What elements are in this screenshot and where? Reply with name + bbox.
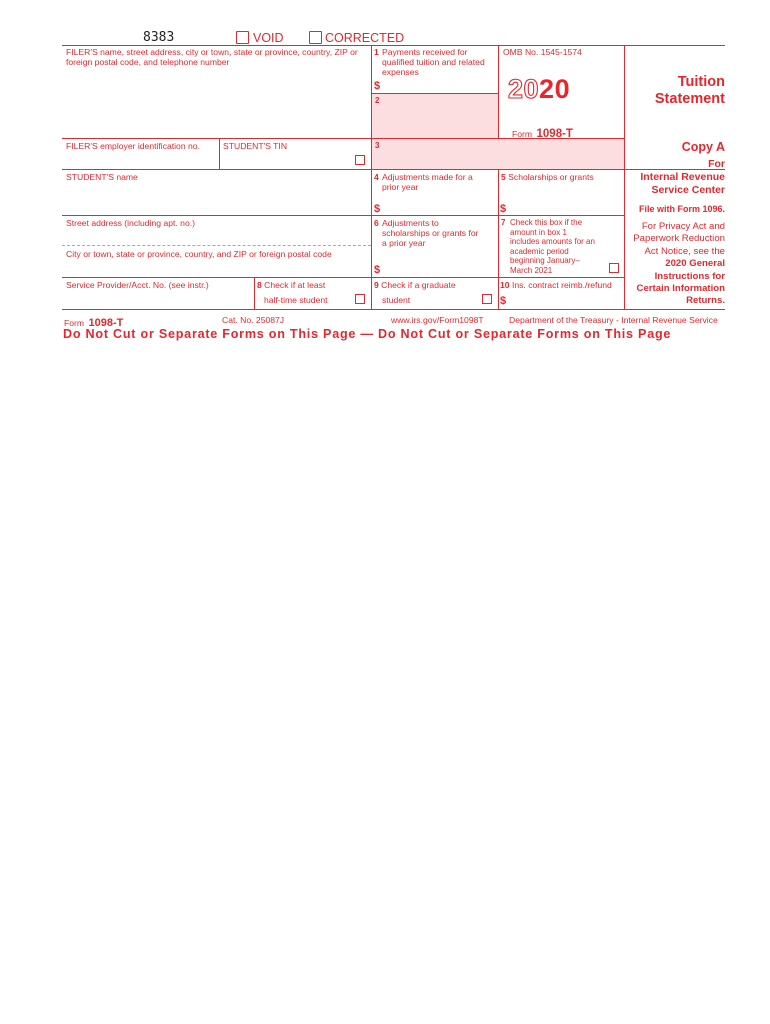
box2-number: 2 xyxy=(375,96,380,105)
form-title-line2: Statement xyxy=(654,90,725,107)
rule-col-left xyxy=(371,45,372,309)
filer-name-field[interactable] xyxy=(64,70,369,136)
privacy-line4: 2020 General xyxy=(665,258,725,270)
box5-dollar: $ xyxy=(500,203,507,215)
student-tin-field[interactable] xyxy=(222,152,350,167)
street-address-field[interactable] xyxy=(64,229,369,243)
box8-checkbox[interactable] xyxy=(355,294,365,304)
box8-label-line2: half-time student xyxy=(264,295,328,305)
rule-row5 xyxy=(62,277,625,278)
privacy-line3: Act Notice, see the xyxy=(644,245,725,257)
copy-label: Copy A xyxy=(681,140,725,154)
footer-form-name: 1098-T xyxy=(88,317,124,329)
privacy-note xyxy=(620,221,725,308)
box3-number: 3 xyxy=(375,141,380,150)
box7-label xyxy=(501,218,611,276)
box8-text: Check if at least xyxy=(264,280,326,290)
box8-label xyxy=(257,280,325,290)
privacy-line7: Returns. xyxy=(686,295,725,307)
privacy-line1: For Privacy Act and xyxy=(641,221,725,232)
box10-amount-field[interactable] xyxy=(510,293,620,306)
privacy-line5: Instructions for xyxy=(654,270,725,282)
box4-text: Adjustments made for a prior year xyxy=(382,172,473,193)
city-state-zip-field[interactable] xyxy=(64,260,369,275)
box4-dollar: $ xyxy=(374,203,381,215)
irs-url: www.irs.gov/Form1098T xyxy=(391,315,484,325)
box3-field[interactable] xyxy=(384,150,620,166)
form-title-line1: Tuition xyxy=(677,74,725,90)
form-id xyxy=(512,124,573,142)
rule-service-box8 xyxy=(254,277,255,309)
void-label: VOID xyxy=(253,31,284,45)
box8-number: 8 xyxy=(257,280,262,290)
box5-label xyxy=(501,172,621,182)
box9-checkbox[interactable] xyxy=(482,294,492,304)
form-id-name: 1098-T xyxy=(536,128,573,140)
privacy-line6: Certain Information xyxy=(636,283,725,295)
box7-checkbox[interactable] xyxy=(609,263,619,273)
box7-number: 7 xyxy=(501,218,506,227)
form-id-prefix: Form xyxy=(512,129,533,139)
service-provider-field[interactable] xyxy=(64,291,252,307)
box10-number: 10 xyxy=(500,280,510,290)
rule-col-title-top xyxy=(498,45,499,138)
tax-year-bold: 20 xyxy=(539,74,571,104)
box5-amount-field[interactable] xyxy=(510,200,620,213)
copy-irs-line1: Internal Revenue xyxy=(640,171,725,183)
tax-year xyxy=(508,74,570,105)
box9-label xyxy=(374,280,456,290)
box6-text: Adjustments to scholarships or grants for a prior year xyxy=(382,218,479,249)
filer-ein-label: FILER'S employer identification no. xyxy=(66,141,200,151)
filer-ein-field[interactable] xyxy=(64,152,217,167)
student-tin-label: STUDENT'S TIN xyxy=(223,141,288,151)
box6-dollar: $ xyxy=(374,264,381,276)
box1-amount-field[interactable] xyxy=(384,79,494,92)
box10-dollar: $ xyxy=(500,295,507,307)
box9-label-line2: student xyxy=(382,295,411,305)
copy-irs-line2: Service Center xyxy=(651,184,725,196)
box6-label xyxy=(374,218,496,249)
rule-ein-tin xyxy=(219,138,220,169)
void-checkbox[interactable] xyxy=(236,31,249,44)
do-not-cut-warning: Do Not Cut or Separate Forms on This Page — Do Not Cut or Separate Forms on This Page xyxy=(63,327,672,341)
copy-recipient xyxy=(626,158,725,197)
student-name-label: STUDENT'S name xyxy=(66,172,138,182)
privacy-line2: Paperwork Reduction xyxy=(633,233,725,245)
copy-for: For xyxy=(708,158,725,170)
box1-text: Payments received for qualified tuition and related expenses xyxy=(382,47,485,78)
box4-amount-field[interactable] xyxy=(384,200,494,213)
student-name-field[interactable] xyxy=(64,184,369,213)
form-code: 8383 xyxy=(143,30,175,45)
box5-number: 5 xyxy=(501,172,506,182)
box6-number: 6 xyxy=(374,218,379,228)
box1-label xyxy=(374,47,496,78)
box6-amount-field[interactable] xyxy=(384,262,494,275)
box1-number: 1 xyxy=(374,47,379,57)
box1-dollar: $ xyxy=(374,80,381,92)
box4-label xyxy=(374,172,496,192)
street-address-label: Street address (including apt. no.) xyxy=(66,218,195,228)
rule-bottom xyxy=(62,309,725,310)
box7-text: Check this box if the amount in box 1 includes amounts for an academic period beginning January– March 2021 xyxy=(510,218,595,275)
student-tin-checkbox[interactable] xyxy=(355,155,365,165)
tax-year-outline: 20 xyxy=(508,74,540,104)
rule-street-city xyxy=(62,245,371,246)
service-provider-label: Service Provider/Acct. No. (see instr.) xyxy=(66,280,209,290)
city-state-zip-label: City or town, state or province, country, and ZIP or foreign postal code xyxy=(66,249,332,259)
rule-row4 xyxy=(62,215,625,216)
catalog-number: Cat. No. 25087J xyxy=(222,315,285,325)
rule-box1-box2 xyxy=(371,93,498,94)
box10-text: Ins. contract reimb./refund xyxy=(511,280,612,290)
file-with-note: File with Form 1096. xyxy=(638,204,725,214)
corrected-checkbox[interactable] xyxy=(309,31,322,44)
footer-form-prefix: Form xyxy=(64,318,85,328)
box4-number: 4 xyxy=(374,172,379,182)
corrected-label: CORRECTED xyxy=(325,31,405,45)
box2-amount-field[interactable] xyxy=(384,105,494,135)
department-line: Department of the Treasury - Internal Revenue Service xyxy=(509,315,718,325)
box9-text: Check if a graduate xyxy=(381,280,456,290)
filer-name-label: FILER'S name, street address, city or town, state or province, country, ZIP or foreign postal code, and telephone number xyxy=(66,47,358,68)
omb-number: OMB No. 1545-1574 xyxy=(503,47,582,57)
box5-text: Scholarships or grants xyxy=(508,172,594,182)
rule-top xyxy=(62,45,725,46)
rule-col-mid xyxy=(498,169,499,309)
box10-label xyxy=(500,280,624,290)
form-title xyxy=(626,74,725,107)
box9-number: 9 xyxy=(374,280,379,290)
